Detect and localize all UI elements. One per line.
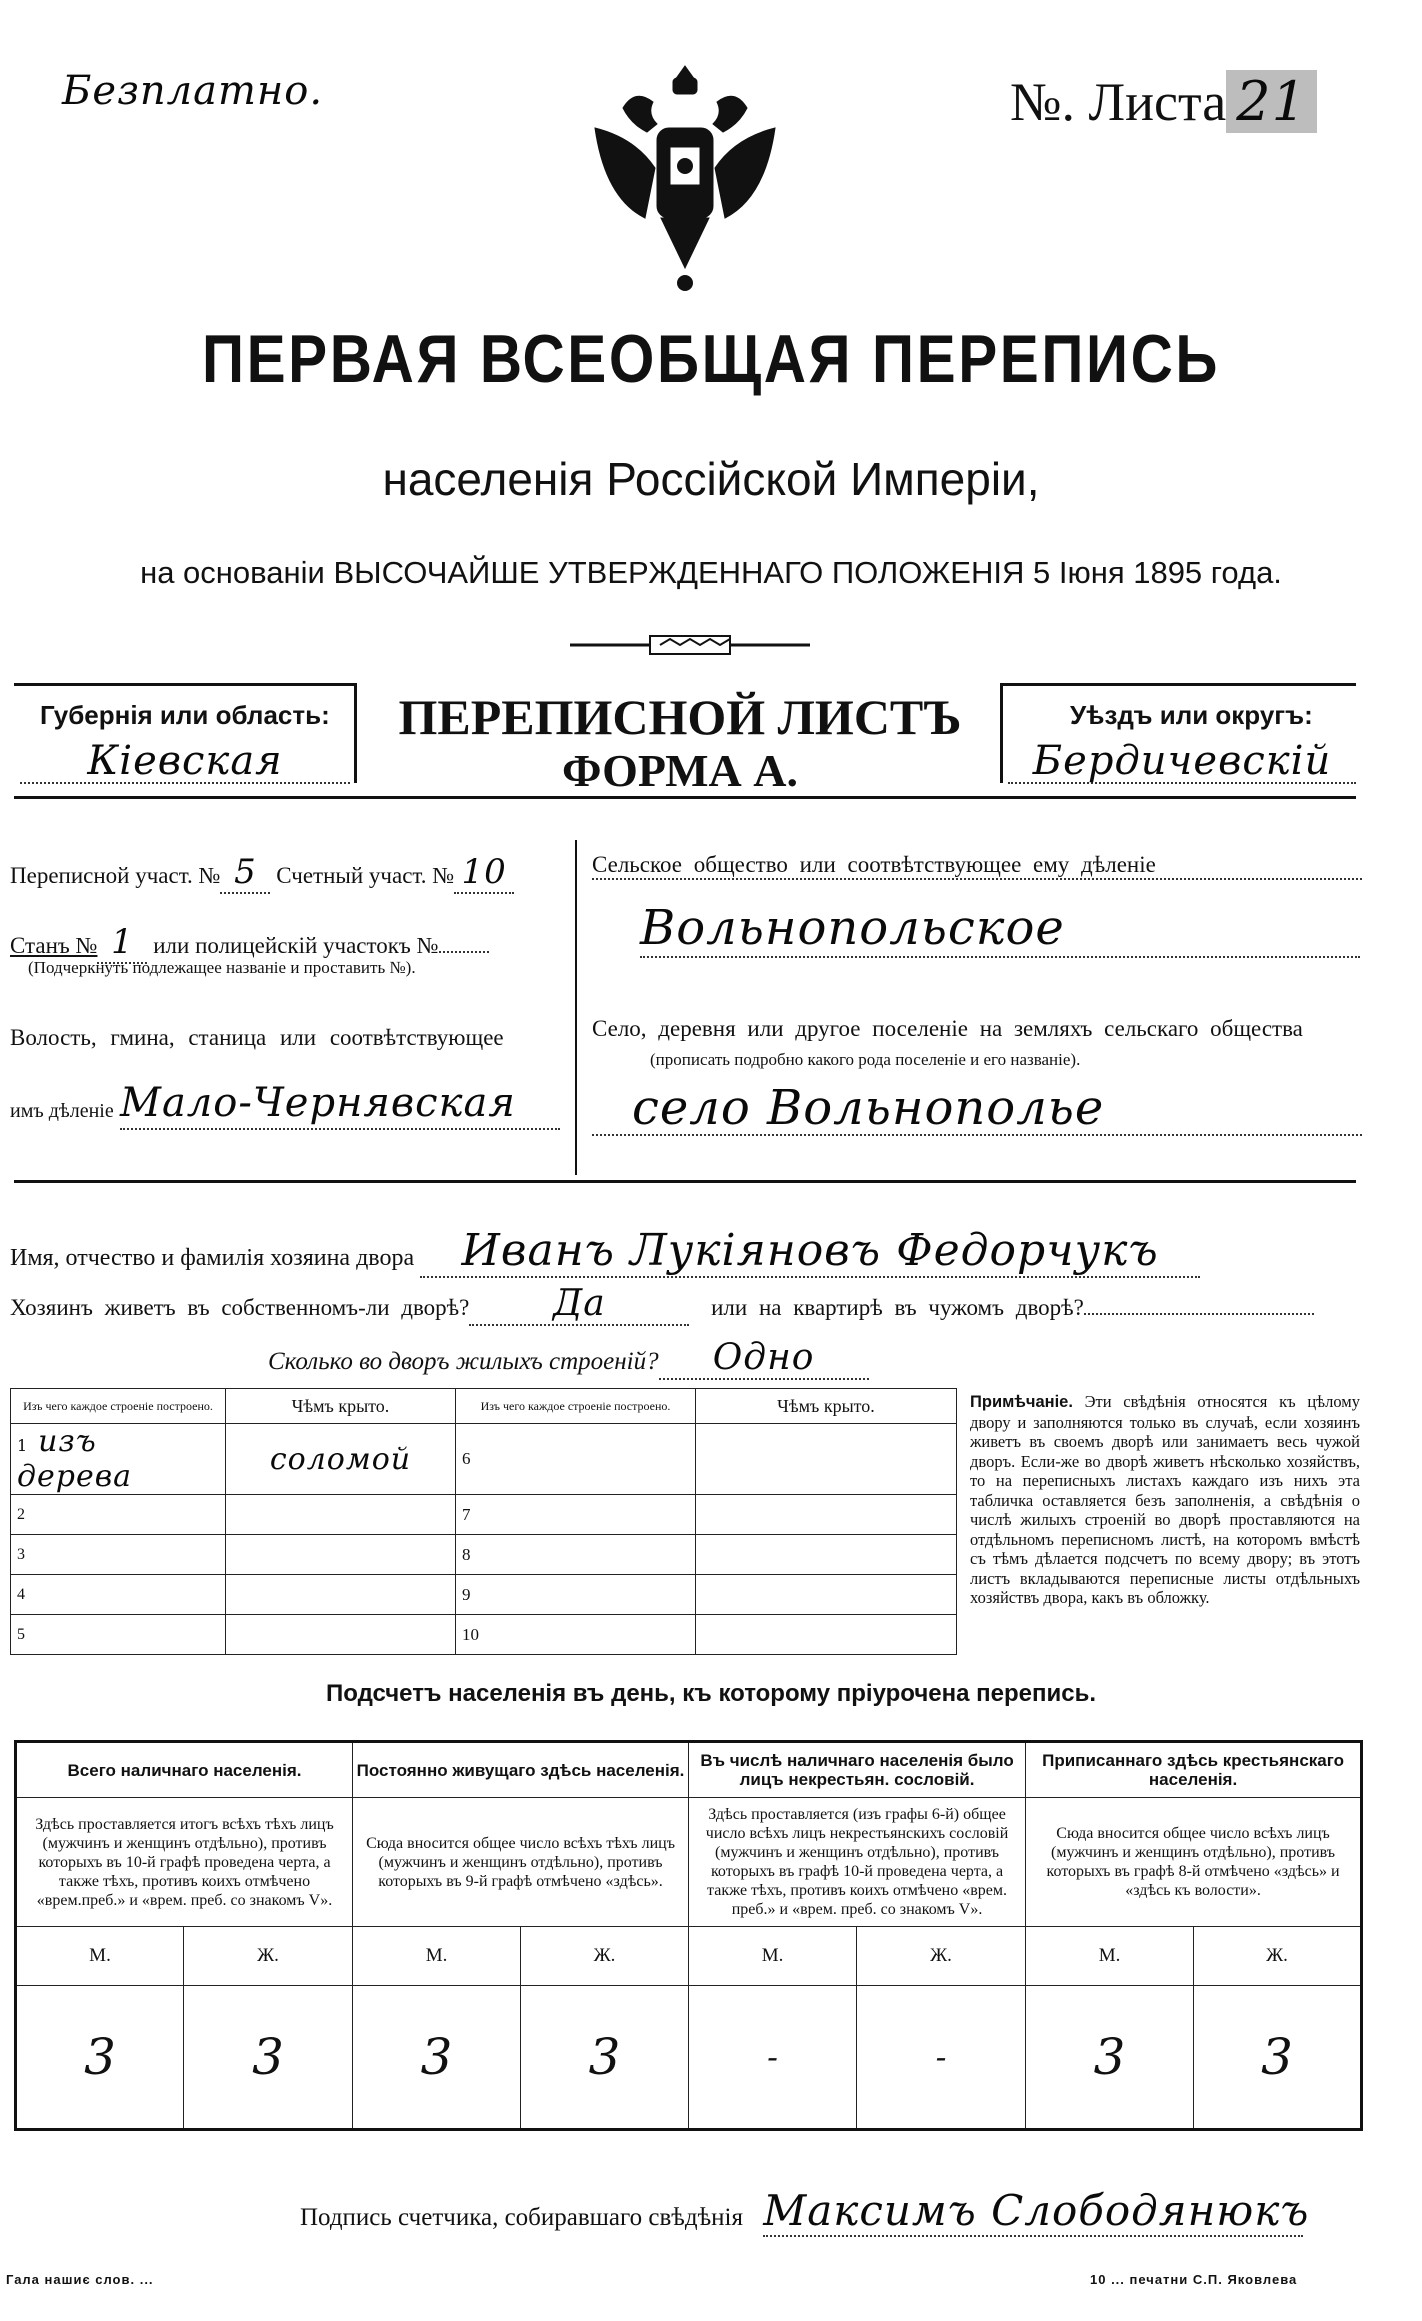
non-peasant-female-value: -	[857, 1986, 1026, 2130]
female-label: Ж.	[521, 1927, 689, 1986]
owner-label: Имя, отчество и фамилія хозяина двора	[10, 1245, 415, 1271]
table-row	[11, 1535, 957, 1575]
uezd-label: Уѣздъ или округъ:	[1070, 700, 1313, 730]
female-label: Ж.	[1194, 1927, 1362, 1986]
registered-female-value: 3	[1194, 1986, 1362, 2130]
police-value-line	[439, 951, 489, 953]
printer-mark-left: Гала нашиє слов. ...	[6, 2272, 154, 2287]
district-row	[10, 852, 514, 894]
owner-row	[10, 1225, 1200, 1278]
society-value: Вольнопольское	[640, 900, 1360, 958]
stan-value: 1	[97, 922, 147, 964]
table-row	[11, 1495, 957, 1535]
stan-label: Станъ №	[10, 933, 98, 958]
registered-peasant-desc: Сюда вносится общее число всѣхъ лицъ (мужчинъ и женщинъ отдѣльно), противъ которыхъ въ графѣ 8-й отмѣчено «здѣсь» и «здѣсь къ волости».	[1026, 1798, 1362, 1927]
roof-cell	[226, 1575, 456, 1615]
gubernia-value: Кіевская	[20, 738, 350, 784]
row-number: 4	[11, 1575, 226, 1615]
non-peasant-male-value: -	[689, 1986, 857, 2130]
owner-value: Иванъ Лукіяновъ Федорчукъ	[420, 1225, 1200, 1278]
gender-header-row	[16, 1927, 1362, 1986]
row-number: 5	[11, 1615, 226, 1655]
count-district-label: Счетный участ. №	[276, 863, 455, 888]
non-peasant-desc: Здѣсь проставляется (изъ графы 6-й) общее число всѣхъ лицъ некрестьянскихъ сословій (мужчинъ и женщинъ отдѣльно), противъ которыхъ въ графѣ 10-й проведена черта, а также тѣхъ, противъ коихъ отмѣчено «врем. преб.» и «врем. преб. со знакомъ V».	[689, 1798, 1026, 1927]
volost-label: Волость, гмина, станица или соотвѣтствующее	[10, 1025, 504, 1050]
population-table	[14, 1740, 1363, 2131]
buildings-table	[10, 1388, 957, 1655]
row-number: 2	[11, 1495, 226, 1535]
form-heading-rule	[14, 796, 1356, 799]
roof-header-left: Чѣмъ крыто.	[226, 1389, 456, 1424]
female-label: Ж.	[184, 1927, 353, 1986]
roof-cell	[226, 1615, 456, 1655]
own-yard-value: Да	[469, 1283, 689, 1326]
volost-label-2: имъ дѣленіе	[10, 1100, 114, 1122]
total-present-desc: Здѣсь проставляется итогъ всѣхъ тѣхъ лицъ (мужчинъ и женщинъ отдѣльно), противъ которыхъ въ 10-й графѣ проведена черта, а также тѣхъ, противъ коихъ отмѣчено «врем.преб.» и «врем. преб. со знакомъ V».	[16, 1798, 353, 1927]
note-block	[970, 1392, 1360, 1608]
printer-mark-right: 10 ... печатни С.П. Яковлева	[1090, 2272, 1298, 2287]
ornament-divider-icon	[570, 630, 810, 660]
decree-basis: на основаніи ВЫСОЧАЙШЕ УТВЕРЖДЕННАГО ПОЛОЖЕНІЯ 5 Іюня 1895 года.	[140, 555, 1282, 590]
male-label: М.	[353, 1927, 521, 1986]
page-title: ПЕРВАЯ ВСЕОБЩАЯ ПЕРЕПИСЬ	[201, 321, 1221, 397]
signature-label: Подпись счетчика, собиравшаго свѣдѣнія	[300, 2204, 743, 2231]
buildings-label: Сколько во дворъ жилыхъ строеній?	[268, 1348, 659, 1375]
volost-value: Мало-Чернявская	[120, 1080, 560, 1130]
row-number: 3	[11, 1535, 226, 1575]
census-district-label: Переписной участ. №	[10, 863, 221, 888]
society-label: Сельское общество или соотвѣтствующее ему дѣленіе	[592, 852, 1362, 880]
buildings-table-header	[11, 1389, 957, 1424]
gubernia-top-rule	[14, 683, 356, 686]
signature-row	[300, 2186, 1310, 2237]
sheet-number	[1010, 70, 1317, 133]
row-number: 6	[456, 1424, 696, 1495]
total-present-header: Всего наличнаго населенія.	[16, 1742, 353, 1798]
rented-label: или на квартирѣ въ чужомъ дворѣ?	[711, 1295, 1084, 1320]
form-name: ФОРМА А.	[562, 745, 798, 796]
row-number: 10	[456, 1615, 696, 1655]
male-label: М.	[1026, 1927, 1194, 1986]
female-label: Ж.	[857, 1927, 1026, 1986]
male-label: М.	[689, 1927, 857, 1986]
note-title: Примѣчаніе.	[970, 1393, 1073, 1411]
registered-peasant-header: Приписаннаго здѣсь крестьянскаго населенія.	[1026, 1742, 1362, 1798]
row-number: 9	[456, 1575, 696, 1615]
permanent-male-value: 3	[353, 1986, 521, 2130]
underline-note: (Подчеркнуть подлежащее названіе и проставить №).	[28, 958, 416, 977]
uezd-value: Бердичевскій	[1008, 738, 1356, 784]
population-descriptions	[16, 1798, 1362, 1927]
permanent-resident-header: Постоянно живущаго здѣсь населенія.	[353, 1742, 689, 1798]
own-yard-label: Хозяинъ живетъ въ собственномъ-ли дворѣ?	[10, 1295, 470, 1320]
count-district-value: 10	[454, 852, 514, 894]
buildings-row	[268, 1337, 869, 1380]
village-note: (прописать подробно какого рода поселеніе и его названіе).	[650, 1050, 1081, 1069]
roof-cell	[226, 1535, 456, 1575]
page-subtitle: населенія Россійской Имперіи,	[382, 453, 1040, 505]
population-headers	[16, 1742, 1362, 1798]
population-heading: Подсчетъ населенія въ день, къ которому пріурочена перепись.	[326, 1680, 1096, 1707]
free-label: Безплатно.	[62, 68, 324, 114]
population-values-row	[16, 1986, 1362, 2130]
table-row	[11, 1615, 957, 1655]
male-label: М.	[16, 1927, 184, 1986]
police-label: или полицейскій участокъ №	[153, 933, 439, 958]
sheet-number-value: 21	[1226, 70, 1317, 133]
permanent-female-value: 3	[521, 1986, 689, 2130]
note-text: Эти свѣдѣнія относятся къ цѣлому двору и заполняются только въ случаѣ, если хозяинъ живетъ въ своемъ дворѣ или занимаетъ весь чужой дворъ. Если-же во дворѣ живетъ нѣсколько хозяйствъ, то на переписныхъ листахъ каждаго изъ нихъ эта табличка оставляется безъ заполненія, а свѣдѣнія о числѣ жилыхъ строеній во дворѣ проставляются на отдѣльномъ переписномъ листѣ, на которомъ вмѣстѣ съ тѣмъ дѣлается подсчетъ по всему двору; въ этотъ листъ вкладываются переписные листы отдѣльныхъ хозяйствъ двора, какъ въ обложку.	[970, 1392, 1360, 1607]
uezd-top-rule	[1000, 683, 1356, 686]
total-female-value: 3	[184, 1986, 353, 2130]
roof-cell	[696, 1535, 957, 1575]
total-male-value: 3	[16, 1986, 184, 2130]
roof-cell	[696, 1495, 957, 1535]
row-number: 7	[456, 1495, 696, 1535]
gubernia-side-rule	[354, 683, 357, 783]
roof-header-right: Чѣмъ крыто.	[696, 1389, 957, 1424]
row-number: 1	[17, 1436, 29, 1455]
census-district-value: 5	[220, 852, 270, 894]
non-peasant-header: Въ числѣ наличнаго населенія было лицъ некрестьян. сословій.	[689, 1742, 1026, 1798]
row-number: 8	[456, 1535, 696, 1575]
sheet-title: ПЕРЕПИСНОЙ ЛИСТЪ	[398, 689, 962, 745]
roof-cell	[696, 1424, 957, 1495]
table-row	[11, 1424, 957, 1495]
uezd-side-rule	[1000, 683, 1003, 783]
village-label: Село, деревня или другое поселеніе на земляхъ сельскаго общества	[592, 1016, 1303, 1041]
sheet-number-label: №. Листа	[1010, 72, 1227, 132]
permanent-resident-desc: Сюда вносится общее число всѣхъ тѣхъ лицъ (мужчинъ и женщинъ отдѣльно), противъ которыхъ въ 9-й графѣ отмѣчено «здѣсь».	[353, 1798, 689, 1927]
material-header-right: Изъ чего каждое строеніе построено.	[456, 1389, 696, 1424]
own-yard-row	[10, 1283, 1314, 1326]
coat-of-arms-emblem	[565, 58, 805, 298]
material-header-left: Изъ чего каждое строеніе построено.	[11, 1389, 226, 1424]
village-value: село Вольнополье	[592, 1080, 1362, 1136]
column-divider	[575, 840, 577, 1175]
signature-value: Максимъ Слободянюкъ	[763, 2186, 1310, 2235]
table-row	[11, 1575, 957, 1615]
buildings-value: Одно	[659, 1337, 869, 1380]
address-block-rule	[14, 1180, 1356, 1183]
registered-male-value: 3	[1026, 1986, 1194, 2130]
gubernia-label: Губернія или область:	[40, 700, 330, 730]
roof-value: соломой	[226, 1424, 456, 1495]
material-value: изъ дерева	[17, 1424, 133, 1494]
roof-cell	[696, 1615, 957, 1655]
rented-value-line	[1084, 1313, 1314, 1315]
roof-cell	[226, 1495, 456, 1535]
roof-cell	[696, 1575, 957, 1615]
